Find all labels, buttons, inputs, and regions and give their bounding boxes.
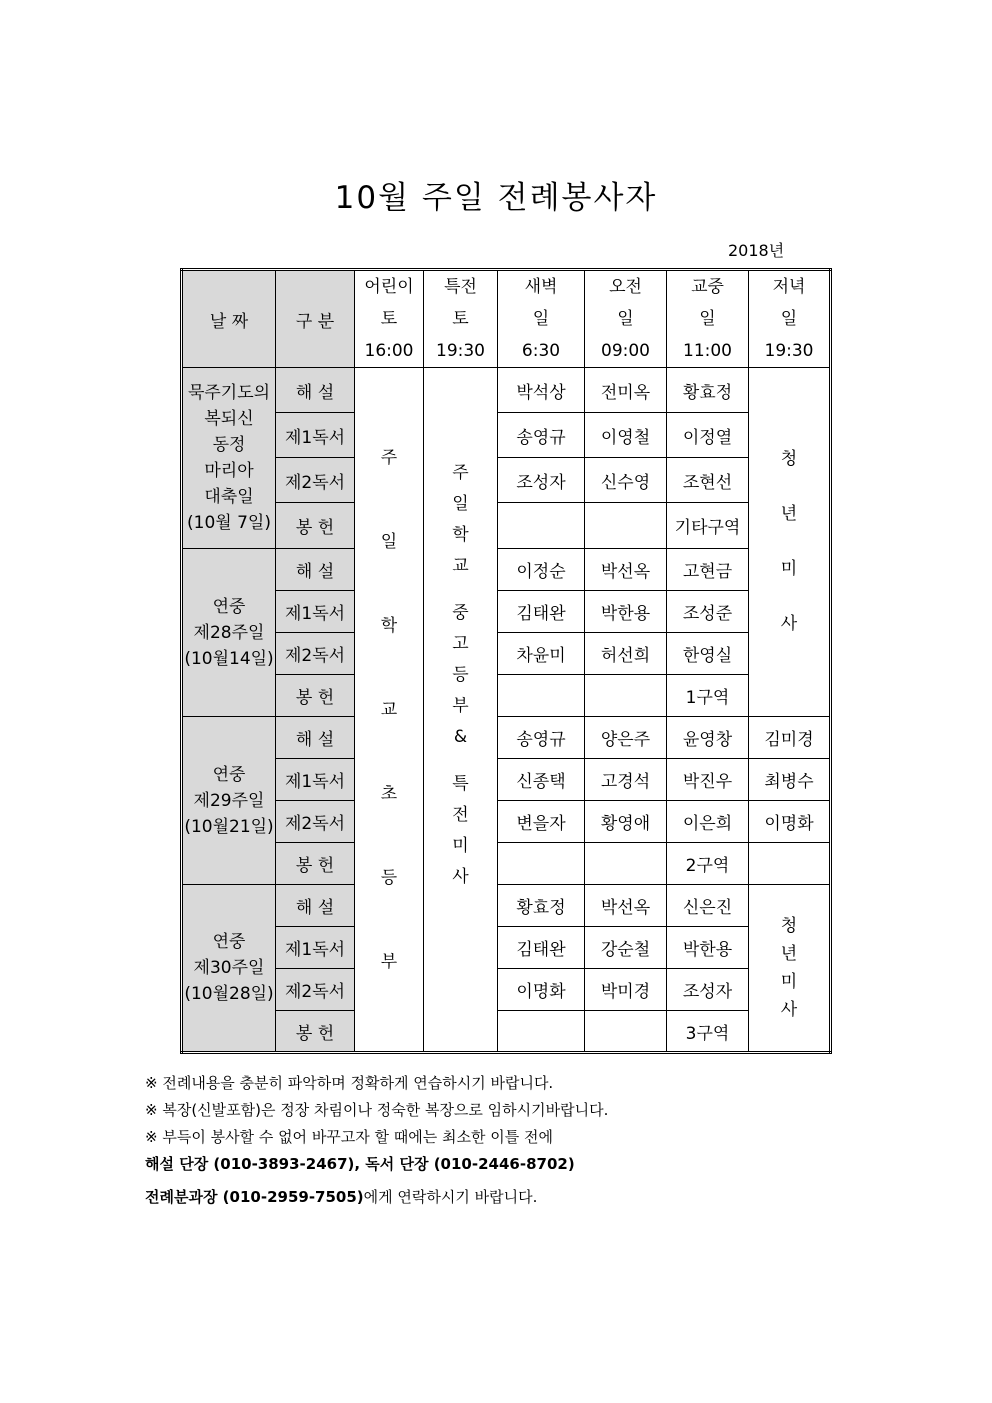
- header-dawn-line: 일: [532, 309, 550, 329]
- week-date: [182, 885, 276, 1053]
- cell-name: 최병수: [749, 759, 831, 801]
- header-parish-line: 11:00: [683, 341, 732, 361]
- note-line: ※ 부득이 봉사할 수 없어 바꾸고자 할 때에는 최소한 이틀 전에: [145, 1128, 554, 1146]
- cell-name: [585, 675, 667, 717]
- role-reading2: 제2독서: [276, 633, 355, 675]
- date-line: 연중: [212, 596, 246, 617]
- date-line: 묵주기도의: [187, 383, 271, 403]
- vertical-char: 초: [380, 783, 398, 804]
- cell-name: 조성자: [667, 969, 749, 1011]
- role-commentary: 해 설: [276, 717, 355, 759]
- role-reading1: 제1독서: [276, 591, 355, 633]
- page-title: 10월 주일 전례봉사자: [334, 180, 658, 216]
- date-line: 복되신: [204, 409, 254, 429]
- header-evening-line: 19:30: [764, 341, 814, 361]
- vertical-char: 년: [780, 504, 798, 524]
- cell-name: 한영실: [667, 633, 749, 675]
- cell-name: 김미경: [749, 717, 831, 759]
- vertical-char: 부: [380, 951, 398, 972]
- header-parish-line: 교중: [691, 277, 724, 297]
- role-reading2: 제2독서: [276, 801, 355, 843]
- vertical-char: 교: [380, 699, 398, 720]
- cell-name: 황효정: [498, 885, 585, 927]
- cell-name: 박석상: [498, 368, 585, 413]
- cell-name: 박선옥: [585, 885, 667, 927]
- date-line: (10월28일): [184, 984, 274, 1004]
- cell-name: 신종택: [498, 759, 585, 801]
- children-mass-column: [355, 368, 424, 1053]
- vertical-char: 사: [452, 867, 469, 887]
- cell-name: 이명화: [498, 969, 585, 1011]
- header-morning: [585, 270, 667, 368]
- cell-name: 2구역: [667, 843, 749, 885]
- cell-name: 이정열: [667, 413, 749, 458]
- role-reading1: 제1독서: [276, 413, 355, 458]
- cell-name: 이은희: [667, 801, 749, 843]
- role-offering: 봉 헌: [276, 675, 355, 717]
- cell-name: 이영철: [585, 413, 667, 458]
- cell-name: 조성자: [498, 458, 585, 503]
- note-line: ※ 복장(신발포함)은 정장 차림이나 정숙한 복장으로 임하시기바랍니다.: [145, 1101, 609, 1119]
- header-evening-line: 저녁: [772, 277, 806, 297]
- vertical-char: 일: [380, 531, 398, 552]
- header-children-line: 어린이: [364, 277, 414, 297]
- header-special-line: 19:30: [436, 341, 485, 361]
- vertical-char: &: [453, 727, 468, 747]
- cell-name: 기타구역: [667, 503, 749, 549]
- vertical-char: 청: [780, 449, 798, 469]
- schedule-table: [180, 268, 832, 1054]
- cell-name: 박진우: [667, 759, 749, 801]
- date-line: (10월 7일): [187, 513, 271, 533]
- vertical-char: 학: [452, 525, 469, 545]
- cell-name: [498, 1011, 585, 1053]
- vertical-char: 년: [780, 944, 798, 964]
- role-offering: 봉 헌: [276, 1011, 355, 1053]
- cell-name: [498, 503, 585, 549]
- date-line: 제28주일: [193, 622, 265, 643]
- header-dawn-line: 새벽: [524, 277, 558, 297]
- role-commentary: 해 설: [276, 885, 355, 927]
- cell-name: 김태완: [498, 591, 585, 633]
- header-dawn-line: 6:30: [521, 341, 561, 361]
- role-offering: 봉 헌: [276, 843, 355, 885]
- year-label: 2018년: [728, 241, 785, 260]
- role-reading2: 제2독서: [276, 969, 355, 1011]
- vertical-char: 주: [452, 463, 469, 483]
- vertical-char: 등: [452, 665, 469, 685]
- cell-name: 전미옥: [585, 368, 667, 413]
- cell-name: 강순철: [585, 927, 667, 969]
- cell-name: 송영규: [498, 413, 585, 458]
- cell-name: 김태완: [498, 927, 585, 969]
- vertical-char: 미: [780, 559, 798, 579]
- contact-line-2: [145, 1184, 608, 1211]
- role-reading2: 제2독서: [276, 458, 355, 503]
- cell-name: 송영규: [498, 717, 585, 759]
- cell-name: [498, 675, 585, 717]
- header-dawn: [498, 270, 585, 368]
- cell-name: 신은진: [667, 885, 749, 927]
- vertical-char: 중: [452, 603, 469, 623]
- cell-name: 이정순: [498, 549, 585, 591]
- header-evening-line: 일: [780, 309, 798, 329]
- role-reading1: 제1독서: [276, 759, 355, 801]
- header-category: 구 분: [276, 270, 355, 368]
- cell-name: 조성준: [667, 591, 749, 633]
- vertical-char: 사: [780, 1000, 798, 1020]
- cell-name: 1구역: [667, 675, 749, 717]
- header-children-line: 16:00: [364, 341, 414, 361]
- special-mass-column: [424, 368, 498, 1053]
- cell-name: 박한용: [667, 927, 749, 969]
- youth-mass-column-2: [749, 885, 831, 1053]
- header-morning-line: 일: [617, 309, 634, 329]
- cell-name: 박한용: [585, 591, 667, 633]
- cell-name: 3구역: [667, 1011, 749, 1053]
- week-date: [182, 549, 276, 717]
- vertical-char: 특: [452, 774, 469, 794]
- header-children: [355, 270, 424, 368]
- week-date: [182, 368, 276, 549]
- week-date: [182, 717, 276, 885]
- date-line: (10월14일): [184, 648, 274, 669]
- cell-name: 이명화: [749, 801, 831, 843]
- date-line: 제29주일: [193, 790, 265, 811]
- vertical-char: 일: [452, 494, 469, 514]
- cell-name: [749, 843, 831, 885]
- vertical-char: 사: [780, 614, 798, 634]
- header-evening: [749, 270, 831, 368]
- cell-name: 윤영창: [667, 717, 749, 759]
- header-special: [424, 270, 498, 368]
- header-morning-line: 09:00: [601, 341, 650, 361]
- date-line: (10월21일): [184, 816, 274, 837]
- role-commentary: 해 설: [276, 549, 355, 591]
- header-parish-line: 일: [699, 309, 716, 329]
- role-reading1: 제1독서: [276, 927, 355, 969]
- vertical-char: 부: [452, 696, 469, 716]
- cell-name: 고현금: [667, 549, 749, 591]
- date-line: 연중: [212, 932, 246, 952]
- vertical-char: 등: [380, 867, 398, 888]
- vertical-char: 주: [380, 447, 398, 468]
- header-special-line: 특전: [444, 277, 477, 297]
- role-commentary: 해 설: [276, 368, 355, 413]
- vertical-spacer: [424, 753, 497, 769]
- cell-name: [585, 843, 667, 885]
- vertical-spacer: [424, 582, 497, 598]
- role-offering: 봉 헌: [276, 503, 355, 549]
- vertical-char: 고: [452, 634, 469, 654]
- contact-suffix: 에게 연락하시기 바랍니다.: [363, 1188, 538, 1206]
- vertical-char: 청: [780, 916, 798, 936]
- date-line: 대축일: [204, 487, 254, 507]
- cell-name: 신수영: [585, 458, 667, 503]
- note-line: ※ 전례내용을 충분히 파악하며 정확하게 연습하시기 바랍니다.: [145, 1074, 554, 1092]
- cell-name: 고경석: [585, 759, 667, 801]
- cell-name: 허선희: [585, 633, 667, 675]
- cell-name: [498, 843, 585, 885]
- date-line: 마리아: [204, 461, 254, 481]
- vertical-char: 전: [452, 805, 469, 825]
- date-line: 제30주일: [193, 958, 265, 978]
- cell-name: 황영애: [585, 801, 667, 843]
- vertical-char: 미: [452, 836, 469, 856]
- vertical-char: 미: [780, 972, 798, 992]
- cell-name: 차윤미: [498, 633, 585, 675]
- header-morning-line: 오전: [609, 277, 642, 297]
- header-date: 날 짜: [182, 270, 276, 368]
- notes-section: [145, 1070, 608, 1211]
- cell-name: 변을자: [498, 801, 585, 843]
- cell-name: 박미경: [585, 969, 667, 1011]
- cell-name: 조현선: [667, 458, 749, 503]
- cell-name: 황효정: [667, 368, 749, 413]
- contact-liturgy-head: 전례분과장 (010-2959-7505): [145, 1188, 364, 1206]
- youth-mass-column: [749, 368, 831, 717]
- vertical-char: 학: [380, 615, 398, 636]
- cell-name: [585, 503, 667, 549]
- vertical-char: 교: [452, 556, 469, 576]
- header-special-line: 토: [452, 309, 469, 329]
- date-line: 연중: [212, 764, 246, 785]
- header-parish: [667, 270, 749, 368]
- cell-name: [585, 1011, 667, 1053]
- date-line: 동정: [212, 435, 246, 455]
- header-children-line: 토: [380, 309, 398, 329]
- contact-line: 해설 단장 (010-3893-2467), 독서 단장 (010-2446-8702): [145, 1155, 575, 1173]
- cell-name: 박선옥: [585, 549, 667, 591]
- cell-name: 양은주: [585, 717, 667, 759]
